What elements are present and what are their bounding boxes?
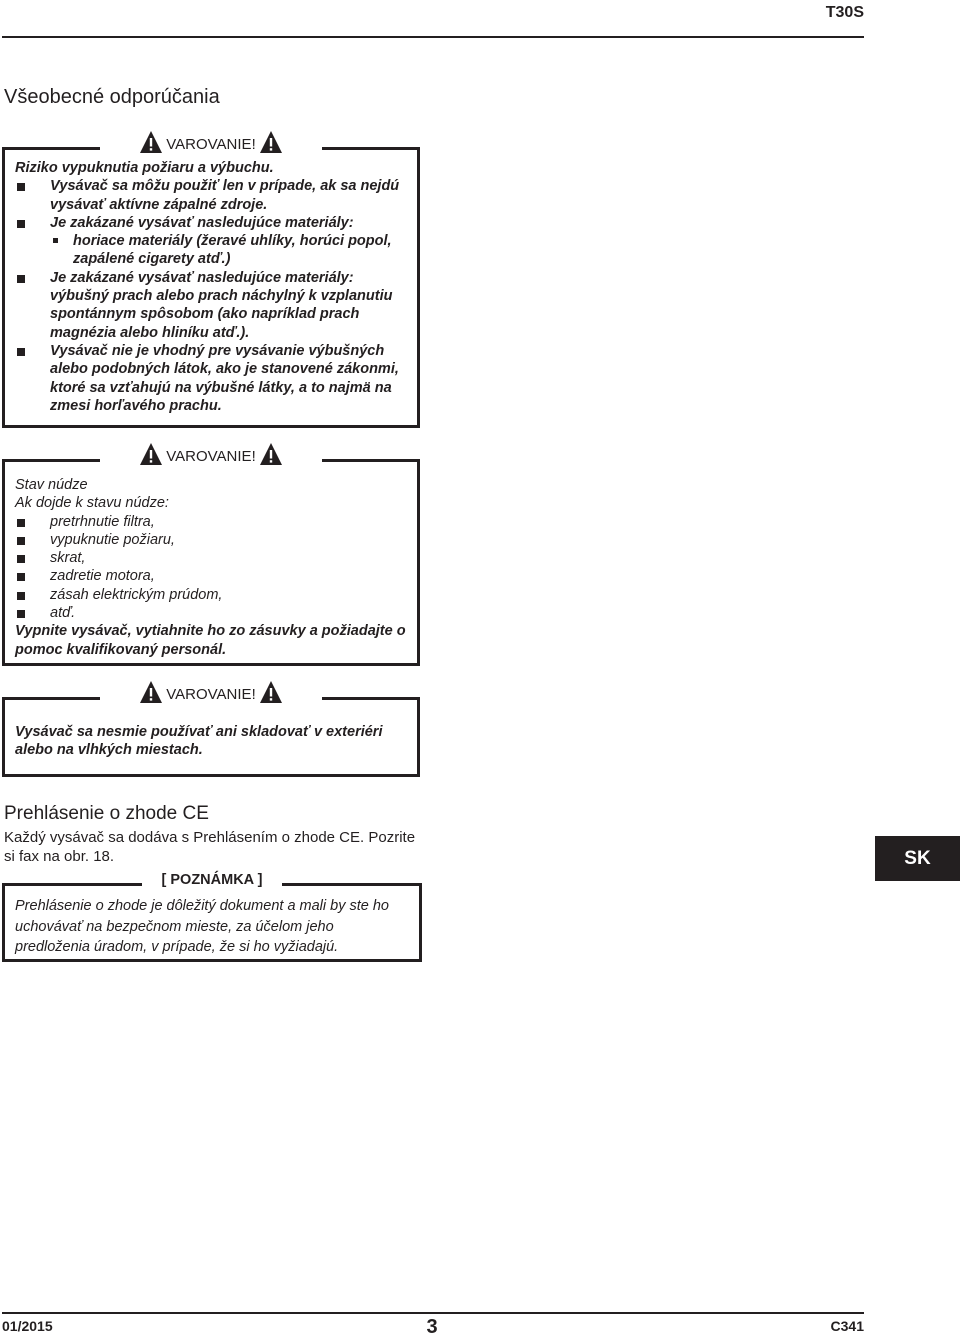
warning-box-emergency — [2, 448, 420, 666]
warning-box-fire — [2, 136, 420, 428]
warning-header — [5, 442, 417, 466]
warning-triangle-icon — [259, 680, 283, 704]
warning-box-exterior — [2, 686, 420, 777]
list-item: pretrhnutie filtra, — [15, 513, 409, 531]
warning-label: VAROVANIE! — [166, 136, 256, 153]
section-title-ce: Prehlásenie o zhode CE — [4, 803, 209, 824]
warning-intro: Riziko vypuknutia požiaru a výbuchu. — [15, 160, 274, 176]
model-name: T30S — [825, 4, 864, 21]
list-item: Vysávač nie je vhodný pre vysávanie výbušných alebo podobných látok, ako je stanovené zákonmi, ktoré sa vzťahujú na výbušné látky, a to najmä na zmesi horľavého prachu. — [15, 342, 409, 415]
list-item: zadretie motora, — [15, 567, 409, 585]
ce-intro-text: Každý vysávač sa dodáva s Prehlásením o zhode CE. Pozrite si fax na obr. 18. — [4, 829, 416, 865]
list-item: zásah elektrickým prúdom, — [15, 586, 409, 604]
header-rule — [2, 36, 864, 38]
section-title-general: Všeobecné odporúčania — [4, 86, 220, 108]
sub-list-item: horiace materiály (žeravé uhlíky, horúci popol, zapálené cigarety atď.) — [15, 232, 409, 269]
list-item: Vysávač sa môžu použiť len v prípade, ak sa nejdú vysávať aktívne zápalné zdroje. — [15, 177, 409, 214]
warning-header — [5, 680, 417, 704]
emergency-lead: Ak dojde k stavu núdze: — [15, 495, 169, 512]
document-code: C341 — [830, 1318, 864, 1334]
footer-date: 01/2015 — [2, 1318, 53, 1334]
warning-triangle-icon — [139, 680, 163, 704]
language-tab: SK — [875, 836, 960, 881]
list-item: skrat, — [15, 549, 409, 567]
emergency-closing: Vypnite vysávač, vytiahnite ho zo zásuvky a požiadajte o pomoc kvalifikovaný personál. — [15, 623, 406, 658]
warning-triangle-icon — [259, 130, 283, 154]
warning-triangle-icon — [139, 130, 163, 154]
warning-text: Vysávač sa nesmie používať ani skladovať v exteriéri alebo na vlhkých miestach. — [15, 724, 383, 759]
warning-label: VAROVANIE! — [166, 686, 256, 703]
warning-header — [5, 130, 417, 154]
note-label: [ POZNÁMKA ] — [161, 872, 263, 888]
list-item: atď. — [15, 604, 409, 622]
note-box — [2, 872, 422, 962]
note-text: Prehlásenie o zhode je dôležitý dokument a mali by ste ho uchovávať na bezpečnom mieste, za účelom jeho predloženia úradom, v prípade, že si ho vyžiadajú. — [15, 898, 389, 955]
list-item: Je zakázané vysávať nasledujúce materiály: výbušný prach alebo prach náchylný k vzplanutiu spontánnym spôsobom (ako napríklad prach magnézia alebo hliníku atď.). — [15, 269, 409, 342]
list-item: Je zakázané vysávať nasledujúce materiály: — [15, 214, 409, 232]
page-number: 3 — [426, 1316, 438, 1338]
warning-label: VAROVANIE! — [166, 448, 256, 465]
list-item: vypuknutie požiaru, — [15, 531, 409, 549]
warning-triangle-icon — [139, 442, 163, 466]
warning-triangle-icon — [259, 442, 283, 466]
emergency-title: Stav núdze — [15, 477, 88, 493]
footer-rule — [2, 1312, 864, 1314]
